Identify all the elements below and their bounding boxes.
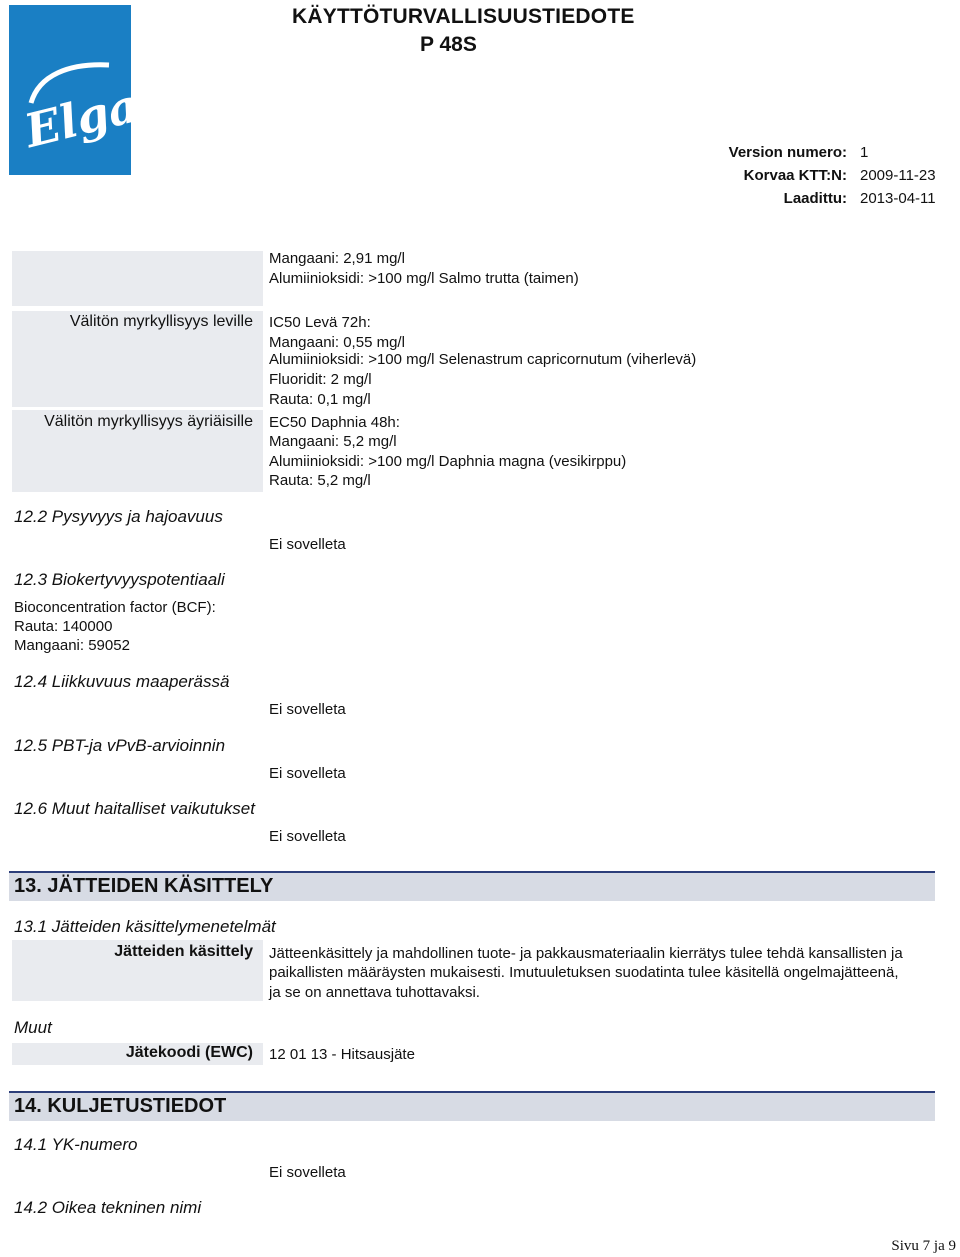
section-14-bar	[9, 1093, 935, 1121]
crust-line-2: Mangaani: 5,2 mg/l	[269, 433, 397, 450]
algae-line-1: IC50 Levä 72h:	[269, 314, 371, 331]
bcf-line-2: Rauta: 140000	[14, 618, 113, 635]
crust-line-3: Alumiinioksidi: >100 mg/l Daphnia magna (vesikirppu)	[269, 453, 627, 470]
algae-line-4: Fluoridit: 2 mg/l	[269, 371, 372, 388]
product-name: P 48S	[420, 33, 477, 56]
section-13-title: 13. JÄTTEIDEN KÄSITTELY	[14, 875, 274, 897]
heading-12-4: 12.4 Liikkuvuus maaperässä	[14, 672, 230, 691]
heading-13-1: 13.1 Jätteiden käsittelymenetelmät	[14, 917, 276, 936]
version-value: 1	[860, 144, 869, 161]
heading-12-3: 12.3 Biokertyvyyspotentiaali	[14, 570, 225, 589]
section-14-title: 14. KULJETUSTIEDOT	[14, 1095, 227, 1117]
heading-14-2: 14.2 Oikea tekninen nimi	[14, 1198, 202, 1217]
waste-line-3: ja se on annettava tuhottavaksi.	[269, 984, 480, 1001]
algae-line-5: Rauta: 0,1 mg/l	[269, 391, 371, 408]
waste-code-label: Jätekoodi (EWC)	[125, 1044, 253, 1061]
waste-code-value: 12 01 13 - Hitsausjäte	[269, 1046, 415, 1063]
algae-line-3: Alumiinioksidi: >100 mg/l Selenastrum capricornutum (viherlevä)	[269, 351, 697, 368]
value-12-2: Ei sovelleta	[269, 536, 346, 553]
waste-line-1: Jätteenkäsittely ja mahdollinen tuote- ja pakkausmateriaalin kierrätys tulee tehdä kansallisten ja	[269, 945, 903, 962]
bcf-line-3: Mangaani: 59052	[14, 637, 130, 654]
heading-14-1: 14.1 YK-numero	[14, 1135, 138, 1154]
other-label: Muut	[14, 1018, 52, 1037]
heading-12-5: 12.5 PBT-ja vPvB-arvioinnin	[14, 736, 226, 755]
value-12-6: Ei sovelleta	[269, 828, 346, 845]
section-13-bar	[9, 873, 935, 901]
svg-text:Elga: Elga	[19, 78, 144, 159]
fish-toxicity-line-2: Alumiinioksidi: >100 mg/l Salmo trutta (taimen)	[269, 270, 579, 287]
waste-treatment-label: Jätteiden käsittely	[114, 943, 253, 960]
heading-12-6: 12.6 Muut haitalliset vaikutukset	[14, 799, 255, 818]
algae-toxicity-label: Välitön myrkyllisyys leville	[69, 313, 253, 330]
algae-line-2: Mangaani: 0,55 mg/l	[269, 334, 405, 351]
value-12-5: Ei sovelleta	[269, 765, 346, 782]
heading-12-2: 12.2 Pysyvyys ja hajoavuus	[14, 507, 223, 526]
waste-line-2: paikallisten määräysten mukaisesti. Imutuuletuksen suodatinta tulee käsitellä ongelmajätteenä,	[269, 964, 899, 981]
made-value: 2013-04-11	[860, 190, 936, 207]
crust-line-1: EC50 Daphnia 48h:	[269, 414, 400, 431]
version-label: Version numero:	[728, 144, 847, 161]
crustacean-toxicity-label: Välitön myrkyllisyys äyriäisille	[44, 413, 253, 430]
label-cell-empty	[12, 251, 263, 306]
fish-toxicity-line-1: Mangaani: 2,91 mg/l	[269, 250, 405, 267]
replaces-value: 2009-11-23	[860, 167, 936, 184]
page-number: Sivu 7 ja 9	[891, 1238, 956, 1254]
value-14-1: Ei sovelleta	[269, 1164, 346, 1181]
document-title: KÄYTTÖTURVALLISUUSTIEDOTE	[292, 5, 635, 28]
made-label: Laadittu:	[783, 190, 847, 207]
replaces-label: Korvaa KTT:N:	[743, 167, 847, 184]
crust-line-4: Rauta: 5,2 mg/l	[269, 472, 371, 489]
elga-logo	[9, 5, 144, 175]
value-12-4: Ei sovelleta	[269, 701, 346, 718]
bcf-line-1: Bioconcentration factor (BCF):	[14, 599, 216, 616]
